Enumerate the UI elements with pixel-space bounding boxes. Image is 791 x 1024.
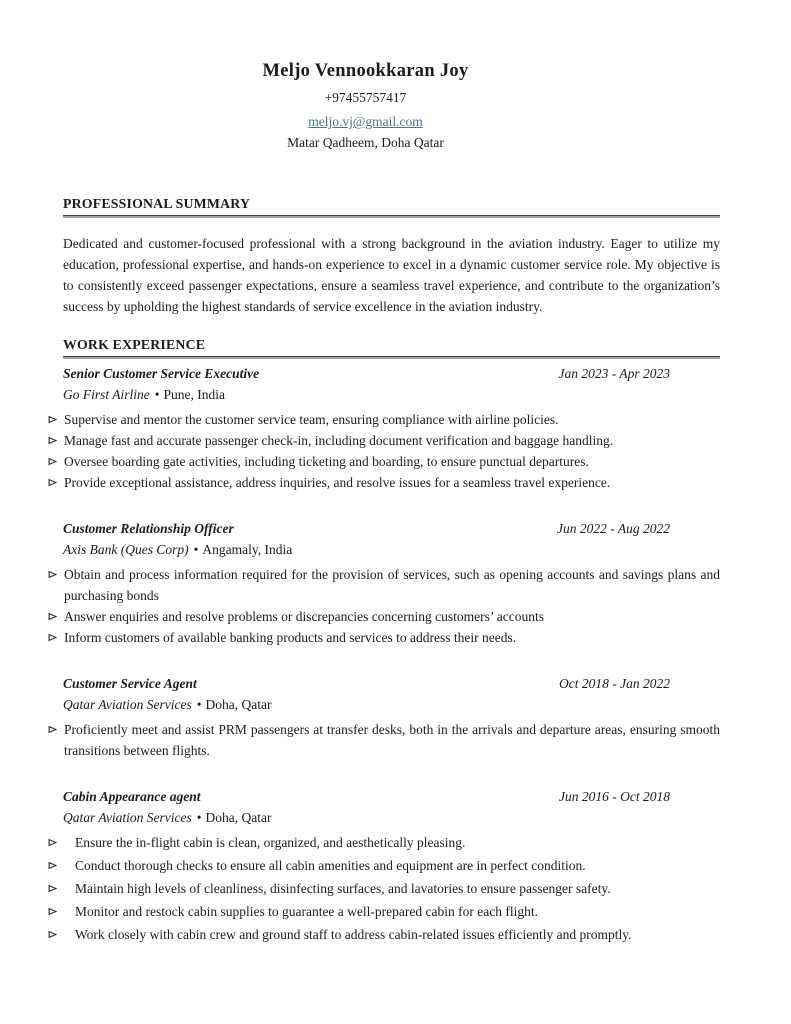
job-title: Customer Service Agent — [63, 676, 197, 691]
job-bullet — [48, 451, 720, 472]
company-name: Qatar Aviation Services — [63, 697, 192, 712]
company-name: Go First Airline — [63, 387, 150, 402]
job-entry — [63, 787, 720, 945]
bullet-text: Monitor and restock cabin supplies to guarantee a well-prepared cabin for each flight. — [75, 904, 538, 919]
arrow-bullet-icon — [48, 930, 57, 939]
job-bullet — [48, 627, 720, 648]
job-dates: Oct 2018 - Jan 2022 — [559, 676, 670, 691]
job-bullet — [48, 855, 720, 876]
job-head — [63, 364, 720, 384]
arrow-bullet-icon — [48, 633, 57, 642]
job-dates: Jun 2022 - Aug 2022 — [557, 521, 670, 536]
job-head — [63, 519, 720, 539]
bullet-text: Answer enquiries and resolve problems or discrepancies concerning customers’ accounts — [64, 609, 544, 624]
bullet-text: Conduct thorough checks to ensure all cabin amenities and equipment are in perfect condition. — [75, 858, 586, 873]
summary-heading: PROFESSIONAL SUMMARY — [63, 196, 251, 211]
job-dates: Jan 2023 - Apr 2023 — [558, 366, 670, 381]
arrow-bullet-icon — [48, 436, 57, 445]
job-bullet — [48, 409, 720, 430]
job-bullet-list — [48, 564, 720, 648]
resume-header — [63, 60, 720, 151]
bullet-text: Proficiently meet and assist PRM passengers at transfer desks, both in the arrivals and departure areas, ensuring smooth transitions between flights. — [64, 722, 720, 758]
bullet-text: Supervise and mentor the customer service team, ensuring compliance with airline policies. — [64, 412, 559, 427]
bullet-text: Manage fast and accurate passenger check-in, including document verification and baggage handling. — [64, 433, 614, 448]
job-bullet — [48, 564, 720, 606]
arrow-bullet-icon — [48, 884, 57, 893]
separator-dot: • — [193, 542, 199, 557]
job-entry — [63, 364, 720, 493]
bullet-text: Work closely with cabin crew and ground staff to address cabin-related issues efficiently and promptly. — [75, 927, 632, 942]
job-head — [63, 787, 720, 807]
job-company-line — [63, 540, 720, 560]
arrow-bullet-icon — [48, 725, 57, 734]
separator-dot: • — [154, 387, 160, 402]
arrow-bullet-icon — [48, 478, 57, 487]
separator-dot: • — [196, 810, 202, 825]
job-title: Cabin Appearance agent — [63, 789, 201, 804]
job-bullet — [48, 832, 720, 853]
job-bullet — [48, 606, 720, 627]
experience-heading: WORK EXPERIENCE — [63, 337, 206, 352]
job-title: Senior Customer Service Executive — [63, 366, 260, 381]
arrow-bullet-icon — [48, 861, 57, 870]
job-head — [63, 674, 720, 694]
bullet-text: Provide exceptional assistance, address inquiries, and resolve issues for a seamless travel experience. — [64, 475, 611, 490]
job-bullet-list — [48, 409, 720, 493]
job-bullet — [48, 878, 720, 899]
separator-dot: • — [196, 697, 202, 712]
job-bullet-list — [48, 719, 720, 761]
arrow-bullet-icon — [48, 907, 57, 916]
section-divider — [63, 215, 720, 218]
job-bullet-list — [48, 832, 720, 945]
summary-section — [63, 195, 720, 317]
arrow-bullet-icon — [48, 415, 57, 424]
arrow-bullet-icon — [48, 457, 57, 466]
job-bullet — [48, 901, 720, 922]
email-row — [63, 114, 668, 130]
job-title: Customer Relationship Officer — [63, 521, 234, 536]
arrow-bullet-icon — [48, 838, 57, 847]
job-location: Pune, India — [163, 387, 225, 402]
job-entry — [63, 674, 720, 761]
job-company-line — [63, 385, 720, 405]
summary-paragraph: Dedicated and customer-focused professional with a strong background in the aviation industry. Eager to utilize my education, professional expertise, and hands-on experience to excel in a dynamic customer service role. My objective is to consistently exceed passenger expectations, ensure a seamless travel experience, and contribute to the organization’s success by upholding the highest standards of service excellence in the aviation industry. — [63, 236, 720, 314]
job-bullet — [48, 430, 720, 451]
address: Matar Qadheem, Doha Qatar — [287, 135, 444, 150]
job-bullet — [48, 472, 720, 493]
company-name: Qatar Aviation Services — [63, 810, 192, 825]
arrow-bullet-icon — [48, 570, 57, 579]
job-company-line — [63, 808, 720, 828]
company-name: Axis Bank (Ques Corp) — [63, 542, 189, 557]
email-link[interactable]: meljo.vj@gmail.com — [308, 114, 423, 129]
bullet-text: Maintain high levels of cleanliness, disinfecting surfaces, and lavatories to ensure passenger safety. — [75, 881, 611, 896]
job-location: Angamaly, India — [202, 542, 293, 557]
bullet-text: Inform customers of available banking products and services to address their needs. — [64, 630, 517, 645]
job-company-line — [63, 695, 720, 715]
arrow-bullet-icon — [48, 612, 57, 621]
bullet-text: Obtain and process information required for the provision of services, such as opening accounts and savings plans and purchasing bonds — [64, 567, 720, 603]
job-location: Doha, Qatar — [205, 810, 272, 825]
job-bullet — [48, 924, 720, 945]
job-dates: Jun 2016 - Oct 2018 — [559, 789, 670, 804]
bullet-text: Oversee boarding gate activities, including ticketing and boarding, to ensure punctual departures. — [64, 454, 589, 469]
section-divider — [63, 356, 720, 359]
experience-section — [63, 336, 720, 945]
job-location: Doha, Qatar — [205, 697, 272, 712]
job-entry — [63, 519, 720, 648]
job-bullet — [48, 719, 720, 761]
phone-number: +97455757417 — [324, 90, 407, 105]
candidate-name: Meljo Vennookkaran Joy — [262, 61, 469, 81]
bullet-text: Ensure the in-flight cabin is clean, organized, and aesthetically pleasing. — [75, 835, 466, 850]
